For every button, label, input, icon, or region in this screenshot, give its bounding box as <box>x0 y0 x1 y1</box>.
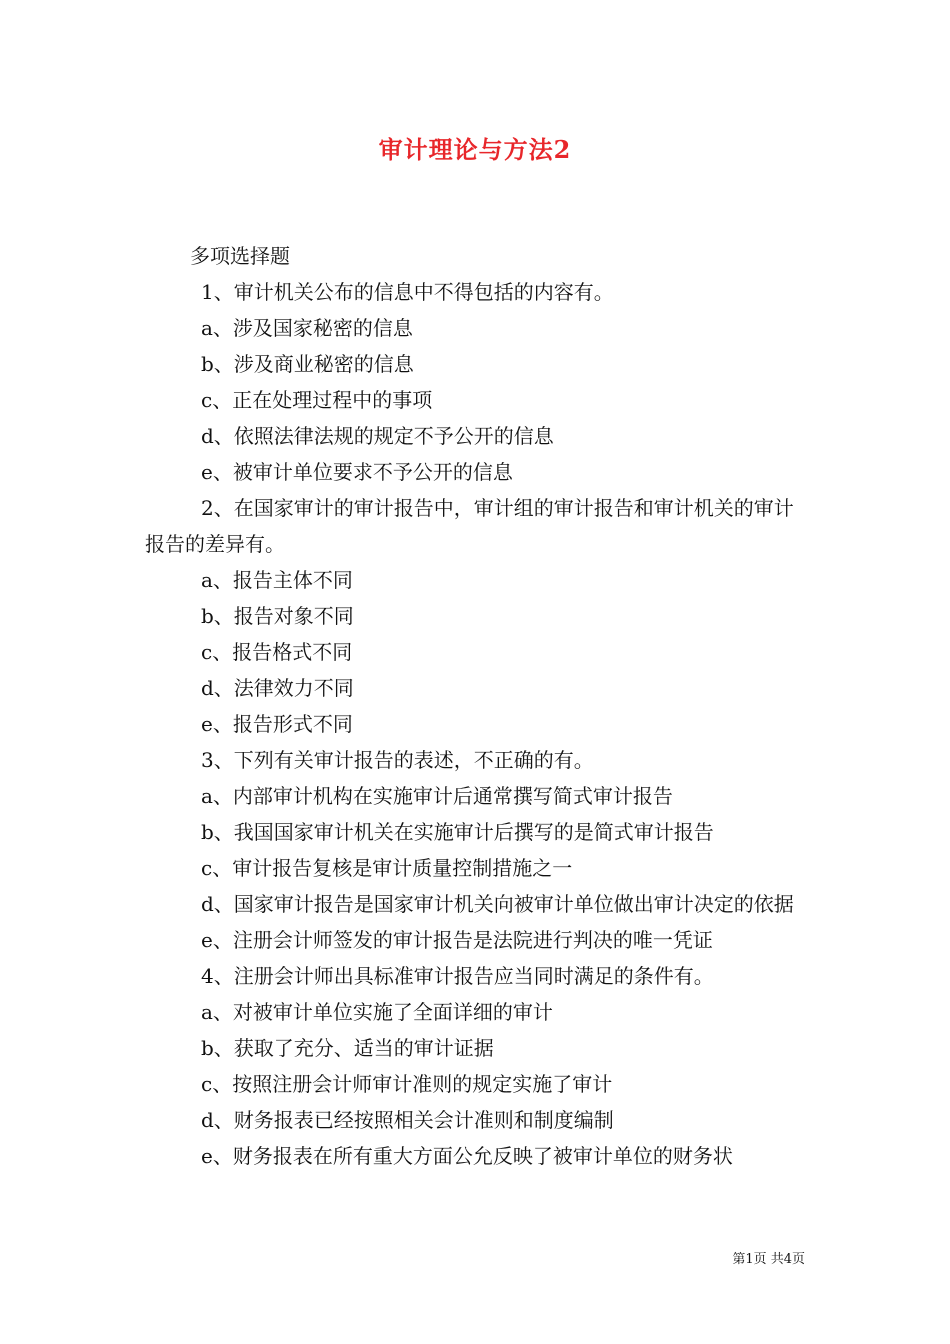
option-line: e、财务报表在所有重大方面公允反映了被审计单位的财务状 <box>201 1144 733 1168</box>
option-line: a、报告主体不同 <box>201 568 353 592</box>
section-heading: 多项选择题 <box>190 244 290 268</box>
option-line: e、注册会计师签发的审计报告是法院进行判决的唯一凭证 <box>201 928 713 952</box>
option-line: a、涉及国家秘密的信息 <box>201 316 413 340</box>
option-line: b、获取了充分、适当的审计证据 <box>201 1036 494 1060</box>
option-line: c、报告格式不同 <box>201 640 353 664</box>
option-line: d、财务报表已经按照相关会计准则和制度编制 <box>201 1108 614 1132</box>
document-body <box>145 238 810 1174</box>
option-line: b、报告对象不同 <box>201 604 354 628</box>
option-line: c、按照注册会计师审计准则的规定实施了审计 <box>201 1072 613 1096</box>
question-3: 3、下列有关审计报告的表述，不正确的有。 <box>201 748 594 772</box>
option-line: d、依照法律法规的规定不予公开的信息 <box>201 424 554 448</box>
question-2: 2、在国家审计的审计报告中，审计组的审计报告和审计机关的审计报告的差异有。 <box>145 496 794 556</box>
option-line: e、被审计单位要求不予公开的信息 <box>201 460 513 484</box>
option-line: c、审计报告复核是审计质量控制措施之一 <box>201 856 573 880</box>
page-footer: 第1页 共4页 <box>732 1252 805 1267</box>
option-line: e、报告形式不同 <box>201 712 353 736</box>
option-line: a、内部审计机构在实施审计后通常撰写简式审计报告 <box>201 784 673 808</box>
option-line: d、法律效力不同 <box>201 676 354 700</box>
question-4: 4、注册会计师出具标准审计报告应当同时满足的条件有。 <box>201 964 714 988</box>
option-line: d、国家审计报告是国家审计机关向被审计单位做出审计决定的依据 <box>201 892 794 916</box>
option-line: b、我国国家审计机关在实施审计后撰写的是简式审计报告 <box>201 820 714 844</box>
option-line: c、正在处理过程中的事项 <box>201 388 433 412</box>
document-title: 审计理论与方法2 <box>378 135 572 164</box>
option-line: b、涉及商业秘密的信息 <box>201 352 414 376</box>
question-1: 1、审计机关公布的信息中不得包括的内容有。 <box>201 280 614 304</box>
option-line: a、对被审计单位实施了全面详细的审计 <box>201 1000 553 1024</box>
